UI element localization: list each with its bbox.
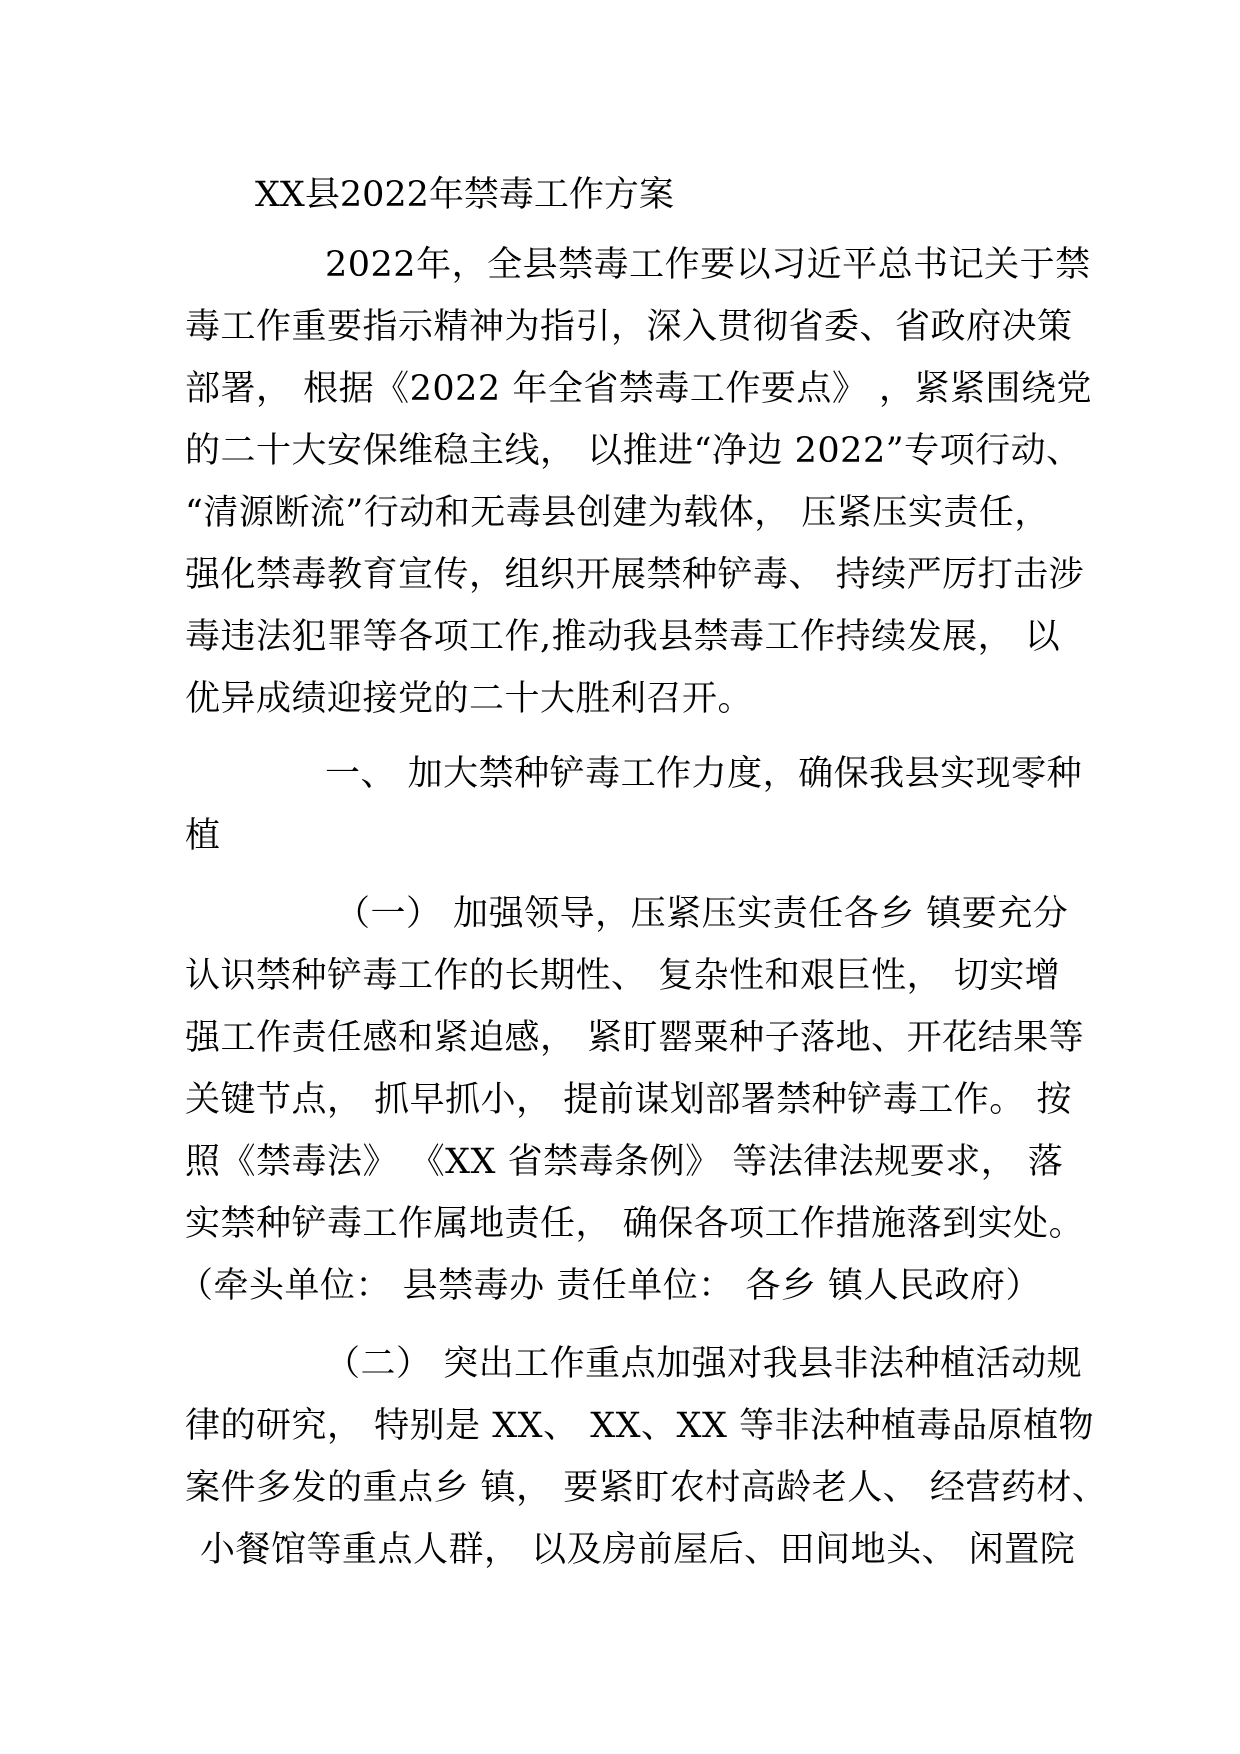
paragraph-line: 毒违法犯罪等各项工作,推动我县禁毒工作持续发展， 以 (185, 617, 1061, 657)
paragraph-line: 律的研究， 特别是 XX、 XX、XX 等非法种植毒品原植物 (185, 1406, 1095, 1446)
subsection-line: （二） 突出工作重点加强对我县非法种植活动规 (325, 1344, 1083, 1384)
paragraph-line: 实禁种铲毒工作属地责任， 确保各项工作措施落到实处。 (185, 1204, 1085, 1244)
paragraph-line: 毒工作重要指示精神为指引，深入贯彻省委、省政府决策 (185, 307, 1073, 347)
paragraph-line: 部署， 根据《2022 年全省禁毒工作要点》 ，紧紧围绕党 (185, 369, 1092, 409)
paragraph-line: 关键节点， 抓早抓小， 提前谋划部署禁种铲毒工作。 按 (185, 1080, 1072, 1120)
paragraph-line: 强化禁毒教育宣传，组织开展禁种铲毒、 持续严厉打击涉 (185, 555, 1085, 595)
document-title: XX县2022年禁毒工作方案 (255, 175, 674, 215)
paragraph-line: 强工作责任感和紧迫感， 紧盯罂粟种子落地、开花结果等 (185, 1018, 1085, 1058)
paragraph-line: （牵头单位： 县禁毒办 责任单位： 各乡 镇人民政府） (178, 1266, 1042, 1306)
paragraph-line: 认识禁种铲毒工作的长期性、 复杂性和艰巨性， 切实增 (185, 956, 1061, 996)
section-heading-line: 一、 加大禁种铲毒工作力度，确保我县实现零种 (325, 754, 1083, 794)
paragraph-line: 照《禁毒法》 《XX 省禁毒条例》 等法律法规要求， 落 (185, 1142, 1064, 1182)
subsection-line: （一） 加强领导，压紧压实责任各乡 镇要充分 (335, 894, 1069, 934)
paragraph-line: 小餐馆等重点人群， 以及房前屋后、田间地头、 闲置院 (200, 1530, 1076, 1570)
paragraph-line: “清源断流”行动和无毒县创建为载体， 压紧压实责任， (185, 493, 1050, 533)
paragraph-line: 2022年，全县禁毒工作要以习近平总书记关于禁 (325, 245, 1091, 285)
section-heading-line: 植 (185, 816, 221, 856)
paragraph-line: 优异成绩迎接党的二十大胜利召开。 (185, 679, 754, 719)
paragraph-line: 的二十大安保维稳主线， 以推进“净边 2022”专项行动、 (185, 431, 1082, 471)
paragraph-line: 案件多发的重点乡 镇， 要紧盯农村高龄老人、 经营药材、 (185, 1468, 1108, 1508)
